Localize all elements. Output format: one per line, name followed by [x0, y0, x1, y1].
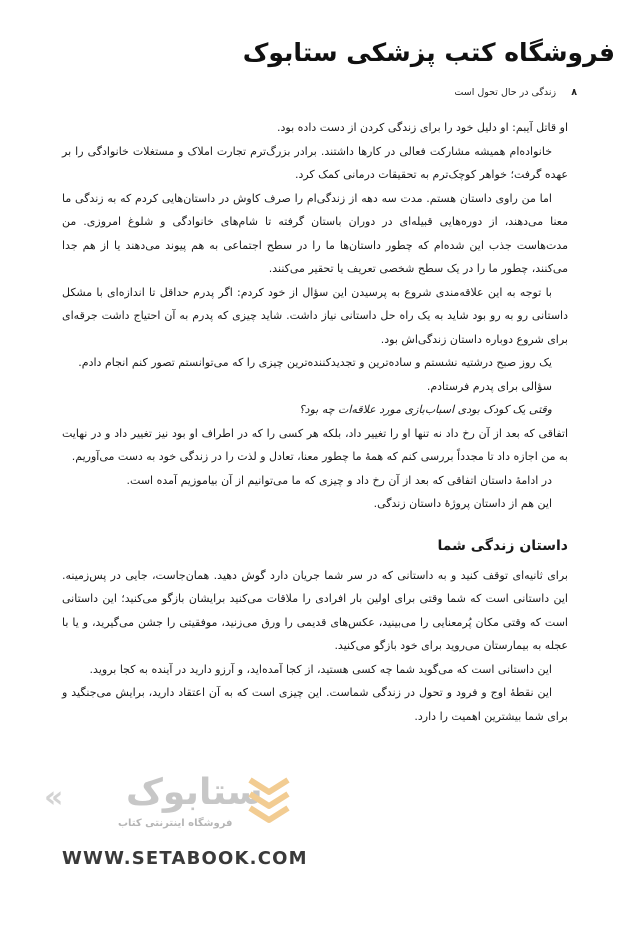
page-number: ۸: [571, 87, 577, 98]
paragraph: خانواده‌ام همیشه مشارکت فعالی در کارها داشتند. برادر بزرگ‌ترم تجارت املاک و مستغلات خانوادگی را بر عهده گرفت؛ خواهر کوچک‌ترم به تحقیقات درمانی کمک کرد.: [62, 144, 568, 181]
page-body: [62, 116, 568, 728]
paragraph: این داستانی است که می‌گوید شما چه کسی هستید، از کجا آمده‌اید، و آرزو دارید در آینده به کجا بروید.: [89, 662, 552, 676]
paragraph: اتفاقی که بعد از آن رخ داد نه تنها او را تغییر داد، بلکه هر کسی را که در اطراف او بود نیز تغییر داد و در نهایت به من اجازه داد تا مجدداً بررسی کنم که همهٔ ما چطور معنا، تعادل و لذت را در زندگی خود به دست می‌آوریم.: [62, 426, 568, 463]
book-stack-icon: [244, 770, 294, 830]
intro-paragraphs: [62, 116, 568, 516]
paragraph: این نقطهٔ اوج و فرود و تحول در زندگی شماست. این چیزی است که به آن اعتقاد دارید، برایش می‌جنگید و برای شما بیشترین اهمیت را دارد.: [62, 686, 568, 723]
paragraph: برای ثانیه‌ای توقف کنید و به داستانی که در سر شما جریان دارد گوش دهید. همان‌جاست، جایی در پس‌زمینه. این داستانی است که شما وقتی برای اولین بار افرادی را ملاقات می‌کنید برایشان بازگو می‌کنید؛ این داستانی است که وقتی مکان پُرمعنایی را می‌بینید، عکس‌های قدیمی را ورق می‌زنید، موفقیتی را جشن می‌گیرید، و یا با عجله به بیمارستان می‌روید برای خود بازگو می‌کنید.: [62, 568, 568, 652]
section-heading: داستان زندگی شما: [437, 537, 568, 554]
paragraph: یک روز صبح درشتیه نشستم و ساده‌ترین و تجدیدکننده‌ترین چیزی را که می‌توانستم تصور کنم انجام دادم.: [78, 356, 552, 369]
section-paragraphs: [62, 564, 568, 729]
setabook-watermark: [44, 770, 294, 842]
paragraph: او قاتل آیبم: او دلیل خود را برای زندگی کردن از دست داده بود.: [277, 121, 568, 134]
website-url[interactable]: WWW.SETABOOK.COM: [62, 848, 308, 869]
paragraph: این هم از داستان پروژهٔ داستان زندگی.: [373, 497, 552, 510]
paragraph: با توجه به این علاقه‌مندی شروع به پرسیدن این سؤال از خود کردم: اگر پدرم حداقل تا اندازه‌ای با مشکل داستانی رو به رو بود شاید به یک راه حل داستانی نیاز داشت. شاید چیزی که پدرم به آن احتیاج داشت جرقه‌ای برای شروع دوباره داستان زندگی‌اش بود.: [62, 285, 568, 346]
book-title: زندگی در حال تحول است: [454, 87, 557, 98]
double-chevron-icon: «: [44, 780, 64, 815]
paragraph: وقتی یک کودک بودی اسباب‌بازی مورد علاقه‌ات چه بود؟: [298, 403, 552, 416]
watermark-subtitle: فروشگاه اینترنتی کتاب: [118, 818, 233, 829]
running-head: [454, 87, 577, 98]
paragraph: اما من راوی داستان هستم. مدت سه دهه از زندگی‌ام را صرف کاوش در داستان‌هایی کردم که به زندگی ما معنا می‌دهند، از دوره‌هایی قبیله‌ای در دوران باستان گرفته تا شام‌های خانوادگی و شلوغ امروزی. من مدت‌هاست جذب این شده‌ام که چطور داستان‌ها ما را در سطح اجتماعی به هم پیوند می‌دهند یا از هم جدا می‌کنند، چطور ما را در یک سطح شخصی تعریف یا تحقیر می‌کنند.: [62, 191, 568, 275]
store-title: فروشگاه کتب پزشکی ستابوک: [242, 38, 615, 67]
paragraph: در ادامهٔ داستان اتفاقی که بعد از آن رخ داد و چیزی که ما می‌توانیم از آن بیاموزیم آمده است.: [126, 473, 552, 487]
watermark-brand: ستابوک: [126, 772, 263, 813]
paragraph: سؤالی برای پدرم فرستادم.: [426, 379, 552, 393]
